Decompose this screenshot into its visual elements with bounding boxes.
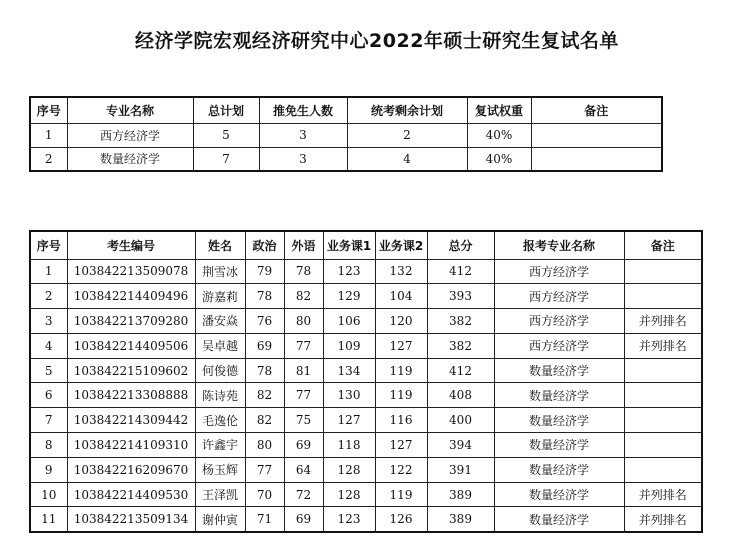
table-cell: 1 — [30, 259, 67, 284]
column-header: 复试权重 — [467, 97, 531, 123]
table-row — [30, 284, 702, 309]
table-row — [30, 309, 702, 334]
table-cell: 103842214409496 — [67, 284, 195, 309]
column-header: 序号 — [30, 97, 67, 123]
table-cell: 数量经济学 — [67, 147, 193, 171]
table-cell: 78 — [284, 259, 323, 284]
table-cell — [531, 123, 662, 147]
column-header: 外语 — [284, 231, 323, 259]
column-header: 考生编号 — [67, 231, 195, 259]
table-row — [30, 408, 702, 433]
table-cell: 2 — [347, 123, 467, 147]
table-cell: 104 — [375, 284, 427, 309]
table-cell: 82 — [245, 383, 284, 408]
table-cell: 4 — [347, 147, 467, 171]
table-cell: 7 — [30, 408, 67, 433]
table-cell: 78 — [245, 284, 284, 309]
table-cell: 78 — [245, 358, 284, 383]
column-header: 推免生人数 — [259, 97, 347, 123]
table-cell: 80 — [284, 309, 323, 334]
table-cell: 119 — [375, 482, 427, 507]
table-cell: 118 — [323, 433, 375, 458]
table-cell: 103842214109310 — [67, 433, 195, 458]
table-cell: 127 — [375, 333, 427, 358]
column-header: 总分 — [427, 231, 494, 259]
table-cell: 王泽凯 — [195, 482, 245, 507]
table-cell: 毛逸伦 — [195, 408, 245, 433]
table-cell: 391 — [427, 457, 494, 482]
table-cell: 吴卓越 — [195, 333, 245, 358]
table-cell: 106 — [323, 309, 375, 334]
table-cell: 并列排名 — [624, 507, 702, 532]
table-cell: 103842215109602 — [67, 358, 195, 383]
table-cell: 76 — [245, 309, 284, 334]
table-cell: 123 — [323, 259, 375, 284]
column-header: 专业名称 — [67, 97, 193, 123]
table-cell: 123 — [323, 507, 375, 532]
column-header: 姓名 — [195, 231, 245, 259]
table-cell: 82 — [284, 284, 323, 309]
table-cell: 71 — [245, 507, 284, 532]
table-cell: 游嘉莉 — [195, 284, 245, 309]
table-cell — [624, 433, 702, 458]
table-cell: 80 — [245, 433, 284, 458]
table-cell: 杨玉辉 — [195, 457, 245, 482]
table-cell: 数量经济学 — [494, 457, 624, 482]
table-cell: 并列排名 — [624, 482, 702, 507]
table-cell: 40% — [467, 123, 531, 147]
table-cell: 128 — [323, 482, 375, 507]
table-cell: 103842214309442 — [67, 408, 195, 433]
table-row — [30, 123, 662, 147]
table-cell: 陈诗苑 — [195, 383, 245, 408]
table-cell: 数量经济学 — [494, 383, 624, 408]
table-cell: 394 — [427, 433, 494, 458]
table-row — [30, 383, 702, 408]
table-cell: 西方经济学 — [494, 284, 624, 309]
table-cell: 103842213308888 — [67, 383, 195, 408]
table-cell: 9 — [30, 457, 67, 482]
table-cell: 谢仲寅 — [195, 507, 245, 532]
table-cell: 130 — [323, 383, 375, 408]
table-cell: 103842216209670 — [67, 457, 195, 482]
plan-table-header — [30, 97, 662, 123]
table-cell: 81 — [284, 358, 323, 383]
table-cell: 并列排名 — [624, 309, 702, 334]
table-cell: 103842213709280 — [67, 309, 195, 334]
table-cell: 127 — [375, 433, 427, 458]
table-cell: 并列排名 — [624, 333, 702, 358]
table-cell: 7 — [193, 147, 259, 171]
table-cell: 103842214409506 — [67, 333, 195, 358]
table-row — [30, 482, 702, 507]
table-row — [30, 333, 702, 358]
candidate-table-header — [30, 231, 702, 259]
table-cell: 荆雪冰 — [195, 259, 245, 284]
table-cell: 382 — [427, 309, 494, 334]
table-row — [30, 259, 702, 284]
table-row — [30, 147, 662, 171]
table-cell: 134 — [323, 358, 375, 383]
table-cell — [624, 408, 702, 433]
table-cell: 西方经济学 — [494, 333, 624, 358]
table-cell: 69 — [284, 433, 323, 458]
table-cell: 127 — [323, 408, 375, 433]
column-header: 序号 — [30, 231, 67, 259]
table-cell: 382 — [427, 333, 494, 358]
table-cell — [624, 383, 702, 408]
table-cell: 103842213509134 — [67, 507, 195, 532]
column-header: 报考专业名称 — [494, 231, 624, 259]
table-cell: 西方经济学 — [67, 123, 193, 147]
table-cell: 69 — [284, 507, 323, 532]
table-cell: 389 — [427, 482, 494, 507]
table-cell — [624, 457, 702, 482]
table-cell: 11 — [30, 507, 67, 532]
table-cell: 8 — [30, 433, 67, 458]
table-cell: 126 — [375, 507, 427, 532]
table-cell: 6 — [30, 383, 67, 408]
table-cell: 72 — [284, 482, 323, 507]
table-cell: 3 — [30, 309, 67, 334]
table-cell: 5 — [193, 123, 259, 147]
plan-table — [29, 96, 663, 172]
table-cell: 109 — [323, 333, 375, 358]
table-cell — [531, 147, 662, 171]
column-header: 备注 — [531, 97, 662, 123]
table-cell: 132 — [375, 259, 427, 284]
table-cell: 3 — [259, 147, 347, 171]
column-header: 业务课2 — [375, 231, 427, 259]
table-cell: 10 — [30, 482, 67, 507]
table-cell: 3 — [259, 123, 347, 147]
column-header: 业务课1 — [323, 231, 375, 259]
column-header: 统考剩余计划 — [347, 97, 467, 123]
table-cell: 119 — [375, 383, 427, 408]
table-cell: 4 — [30, 333, 67, 358]
table-cell: 数量经济学 — [494, 358, 624, 383]
table-row — [30, 457, 702, 482]
table-row — [30, 358, 702, 383]
table-cell: 70 — [245, 482, 284, 507]
column-header: 总计划 — [193, 97, 259, 123]
table-cell: 64 — [284, 457, 323, 482]
table-cell: 412 — [427, 259, 494, 284]
table-cell: 西方经济学 — [494, 309, 624, 334]
table-cell: 何俊德 — [195, 358, 245, 383]
page-title: 经济学院宏观经济研究中心2022年硕士研究生复试名单 — [135, 30, 619, 52]
table-cell: 2 — [30, 147, 67, 171]
table-cell: 数量经济学 — [494, 482, 624, 507]
table-cell: 77 — [284, 333, 323, 358]
table-cell: 393 — [427, 284, 494, 309]
table-cell: 412 — [427, 358, 494, 383]
table-cell: 数量经济学 — [494, 433, 624, 458]
table-cell: 389 — [427, 507, 494, 532]
table-cell: 103842213509078 — [67, 259, 195, 284]
table-cell — [624, 284, 702, 309]
table-row — [30, 507, 702, 532]
table-cell: 数量经济学 — [494, 507, 624, 532]
table-cell: 75 — [284, 408, 323, 433]
table-cell: 2 — [30, 284, 67, 309]
table-cell: 120 — [375, 309, 427, 334]
table-cell: 82 — [245, 408, 284, 433]
table-cell: 122 — [375, 457, 427, 482]
table-cell: 79 — [245, 259, 284, 284]
candidate-table — [29, 230, 703, 533]
table-cell: 129 — [323, 284, 375, 309]
table-cell: 数量经济学 — [494, 408, 624, 433]
table-cell: 77 — [245, 457, 284, 482]
table-cell: 408 — [427, 383, 494, 408]
table-cell: 119 — [375, 358, 427, 383]
column-header: 备注 — [624, 231, 702, 259]
column-header: 政治 — [245, 231, 284, 259]
table-cell: 103842214409530 — [67, 482, 195, 507]
table-cell — [624, 259, 702, 284]
table-cell: 400 — [427, 408, 494, 433]
table-cell: 116 — [375, 408, 427, 433]
table-cell: 77 — [284, 383, 323, 408]
table-cell — [624, 358, 702, 383]
table-cell: 许鑫宇 — [195, 433, 245, 458]
table-cell: 1 — [30, 123, 67, 147]
table-cell: 69 — [245, 333, 284, 358]
table-cell: 5 — [30, 358, 67, 383]
table-cell: 西方经济学 — [494, 259, 624, 284]
table-row — [30, 433, 702, 458]
table-cell: 128 — [323, 457, 375, 482]
table-cell: 40% — [467, 147, 531, 171]
table-cell: 潘安焱 — [195, 309, 245, 334]
